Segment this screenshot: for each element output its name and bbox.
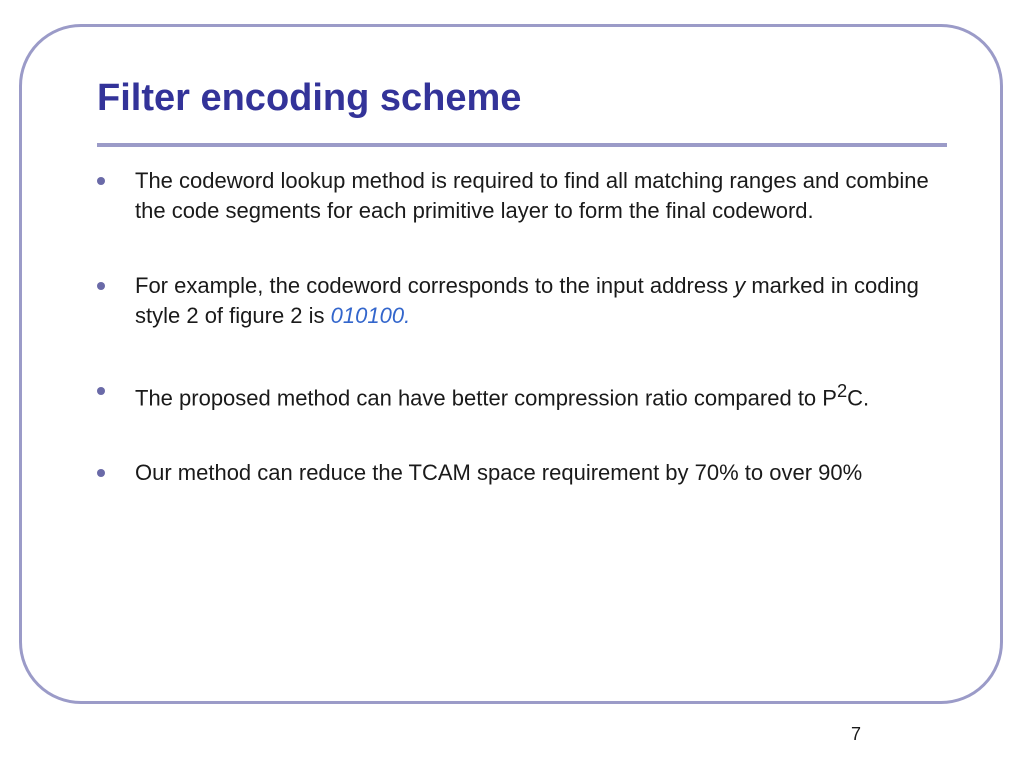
bullet-list xyxy=(97,166,947,533)
bullet-text-before: For example, the codeword corresponds to the input address xyxy=(135,273,735,298)
bullet-item-compression xyxy=(97,376,947,413)
bullet-dot-icon xyxy=(97,387,105,395)
bullet-text: Our method can reduce the TCAM space requirement by 70% to over 90% xyxy=(135,460,863,486)
codeword-value: 010100. xyxy=(330,303,411,328)
bullet-dot-icon xyxy=(97,177,105,185)
bullet-text: The codeword lookup method is required to find all matching ranges and combine the code segments for each primitive layer to form the final codeword. xyxy=(135,168,929,223)
bullet-item-example xyxy=(97,271,947,331)
superscript-two: 2 xyxy=(836,380,848,401)
bullet-text-after: C. xyxy=(847,385,870,411)
bullet-item-tcam-reduction xyxy=(97,458,947,488)
bullet-text-middle: marked in coding style 2 of figure 2 is xyxy=(135,273,919,328)
bullet-dot-icon xyxy=(97,469,105,477)
bullet-item-codeword-lookup xyxy=(97,166,947,226)
bullet-text-before: The proposed method can have better compression ratio compared to P xyxy=(135,385,837,411)
page-number: 7 xyxy=(851,724,862,744)
bullet-dot-icon xyxy=(97,282,105,290)
input-address-variable: y xyxy=(734,273,746,298)
title-divider xyxy=(97,143,947,147)
slide-title: Filter encoding scheme xyxy=(97,77,522,119)
